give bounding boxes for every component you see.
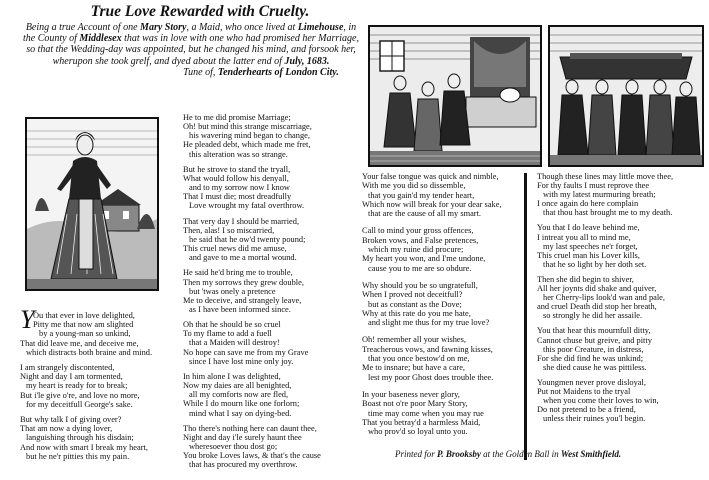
bedchamber-scene-woodcut xyxy=(368,25,542,167)
verse-line: which distracts both braine and mind. xyxy=(26,347,153,357)
verse-line: No hope can save me from my Grave xyxy=(183,347,309,357)
verse-line: When I proved not deceitfull? xyxy=(362,290,463,300)
verse-line: Boast not o're poor Mary Story, xyxy=(362,399,468,409)
verse-line: He said he'd bring me to trouble, xyxy=(183,268,293,278)
verse-line: Do not pretend to be a friend, xyxy=(537,405,636,415)
ballad-subtitle xyxy=(20,22,362,78)
verse-line: Love wrought my fatal overthrow. xyxy=(189,201,305,211)
verse-line: For she did find he was unkind; xyxy=(537,353,644,363)
verse-line: time may come when you may rue xyxy=(368,408,484,418)
verse-line: Youngmen never prove disloyal, xyxy=(537,377,646,387)
verse-stanza xyxy=(362,335,522,381)
verse-line: since I have lost mine only joy. xyxy=(189,356,294,366)
verse-line: You that I do leave behind me, xyxy=(537,223,640,233)
subtitle-date: July, 1683. xyxy=(284,55,330,67)
verse-line: But he strove to stand the tryall, xyxy=(183,164,291,174)
verse-line: Oh! remember all your wishes, xyxy=(362,335,466,345)
imprint-place: West Smithfield. xyxy=(560,449,622,459)
verse-line: He pleaded debt, which made me fret, xyxy=(183,140,311,150)
verse-line: Your false tongue was quick and nimble, xyxy=(362,172,499,181)
verse-line: as I have been informed since. xyxy=(189,304,291,314)
verse-line: wheresoever thou dost go; xyxy=(189,442,278,451)
column-divider xyxy=(524,173,527,460)
verse-stanza xyxy=(362,390,522,436)
verse-line: Then she did begin to shiver, xyxy=(537,274,634,284)
verse-line: Put not Maidens to the tryal xyxy=(537,386,631,396)
verse-line: For thy faults I must reprove thee xyxy=(537,181,650,191)
ballad-title: True Love Rewarded with Cruelty. xyxy=(90,3,310,20)
verse-line: with my latest murmuring breath; xyxy=(543,190,656,200)
verse-line: and cruel Death did stop her breath, xyxy=(537,302,657,312)
verse-stanza xyxy=(20,415,180,461)
verse-line: That you betray'd a harmless Maid, xyxy=(362,417,481,427)
subtitle-text: , in the County of xyxy=(22,22,357,45)
verse-line: that you gain'd my tender heart, xyxy=(368,190,475,200)
verse-line: This cruel news did me amuse, xyxy=(183,244,287,254)
verse-line: That I must die; most dreadfully xyxy=(183,192,292,202)
verse-column-1 xyxy=(20,305,180,467)
imprint-text: at the Golden Ball in xyxy=(480,449,561,459)
verse-line: and slight me thus for my true love? xyxy=(368,318,490,328)
verse-line: his wavering mind began to change, xyxy=(189,131,310,141)
verse-stanza xyxy=(183,113,358,159)
subtitle-text: that was in love with one who had promised her Marriage, so that the Wedding-day was appointed, but he changed his mind, and forsook her, wherupon she took grelf, and dyed about the latter end of xyxy=(26,33,359,67)
drop-cap: Y xyxy=(20,305,35,334)
verse-line: all my comforts now are fled, xyxy=(189,390,289,400)
verse-line: Which now will break for your dear sake, xyxy=(362,199,502,209)
verse-line: I once again do here complain xyxy=(537,199,639,209)
verse-line: What would follow his denyall, xyxy=(183,173,289,183)
subtitle-text: , a Maid, who once lived at xyxy=(186,22,298,33)
verse-line: Pitty me that now am slighted xyxy=(33,320,134,330)
verse-line: That did leave me, and deceive me, xyxy=(20,338,139,348)
verse-line: Cannot chuse but greive, and pitty xyxy=(537,335,652,345)
verse-line: mind what I say on dying-bed. xyxy=(189,408,292,418)
verse-line: This cruel man his Lover kills, xyxy=(537,250,640,260)
verse-line: this alteration was so strange. xyxy=(189,149,288,159)
woman-figure-woodcut xyxy=(25,117,159,291)
verse-line: Me to insnare; but have a care, xyxy=(362,363,466,373)
verse-line: Night and day I am tormented, xyxy=(20,372,123,382)
verse-line: While I do mourn like one forlorn; xyxy=(183,399,300,409)
verse-line: I am strangely discontented, xyxy=(20,363,115,373)
subtitle-name: Mary Story xyxy=(140,22,187,33)
verse-line: but he ne'r pitties this my pain. xyxy=(26,451,130,461)
verse-stanza xyxy=(537,172,705,217)
verse-line: by a young-man so unkind, xyxy=(39,329,131,339)
verse-line: That very day I should be married, xyxy=(183,216,300,226)
verse-line: Then my sorrows they grew double, xyxy=(183,277,304,287)
verse-line: that he so light by her doth set. xyxy=(543,259,647,269)
verse-line: In your baseness never glory, xyxy=(362,389,460,399)
verse-column-3 xyxy=(362,172,522,442)
verse-stanza xyxy=(537,275,705,320)
verse-column-2 xyxy=(183,113,358,475)
verse-stanza xyxy=(183,268,358,314)
imprint-printer: P. Brooksby xyxy=(437,449,481,459)
tune-label: Tune of, xyxy=(183,66,218,78)
verse-line: that you once bestow'd on me, xyxy=(368,354,470,364)
verse-line: Oh that he should be so cruel xyxy=(183,320,281,330)
verse-line: With me you did so dissemble, xyxy=(362,181,466,191)
verse-line: But i'le give o're, and love no more, xyxy=(20,390,140,400)
verse-line: Treacherous vows, and fawning kisses, xyxy=(362,344,493,354)
verse-line: that thou hast brought me to my death. xyxy=(543,208,673,218)
verse-line: You that hear this mournfull ditty, xyxy=(537,326,651,336)
funeral-procession-woodcut xyxy=(548,25,704,167)
verse-line: Oh! but mind this strange miscarriage, xyxy=(183,122,312,132)
verse-line: unless their ruines you'l begin. xyxy=(543,414,646,424)
verse-line: Tho there's nothing here can daunt thee, xyxy=(183,423,317,433)
verse-line: that a Maiden will destroy! xyxy=(189,338,280,348)
verse-line: That am now a dying lover, xyxy=(20,424,113,434)
verse-line: Though these lines may little move thee, xyxy=(537,172,674,181)
verse-stanza xyxy=(183,320,358,366)
verse-line: Why should you be so ungratefull, xyxy=(362,280,478,290)
verse-line: Then, alas! I so miscarried, xyxy=(183,225,275,235)
verse-line: Me to deceive, and strangely leave, xyxy=(183,295,302,305)
verse-line: for my deceitfull George's sake. xyxy=(26,399,133,409)
verse-line: My heart you won, and I'me undone, xyxy=(362,254,486,264)
verse-line: but as constant as the Dove; xyxy=(368,299,462,309)
verse-stanza xyxy=(537,326,705,371)
verse-stanza xyxy=(537,378,705,423)
verse-line: But why talk I of giving over? xyxy=(20,415,122,425)
verse-line: All her joynts did shake and quiver, xyxy=(537,284,657,294)
verse-line: my last speeches ne'r forget, xyxy=(543,241,638,251)
verse-stanza xyxy=(183,217,358,263)
verse-line: this poor Creature, in distress, xyxy=(543,344,644,354)
verse-line: who prov'd so loyal unto you. xyxy=(368,427,468,437)
verse-stanza xyxy=(183,165,358,211)
verse-line: He to me did promise Marriage; xyxy=(183,113,291,122)
verse-line: In him alone I was delighted, xyxy=(183,371,281,381)
subtitle-county: Middlesex xyxy=(79,33,122,45)
verse-line: Ou that ever in love delighted, xyxy=(33,311,135,320)
verse-stanza xyxy=(362,281,522,327)
verse-line: so strongly he did her assaile. xyxy=(543,311,643,321)
verse-stanza xyxy=(20,305,180,357)
verse-stanza xyxy=(362,226,522,272)
verse-line: cause you to me are so obdure. xyxy=(368,263,472,273)
verse-line: languishing through his disdain; xyxy=(26,433,134,443)
printer-imprint xyxy=(395,449,685,459)
verse-line: and to my sorrow now I know xyxy=(189,183,290,193)
tune-name: Tenderhearts of London City. xyxy=(217,66,339,78)
verse-line: that are the cause of all my smart. xyxy=(368,209,482,219)
verse-line: And now with smart I break my heart, xyxy=(20,442,148,452)
verse-line: but 'twas onely a pretence xyxy=(189,286,276,296)
verse-line: and gave to me a mortal wound. xyxy=(189,253,297,263)
verse-line: Night and day i'le surely haunt thee xyxy=(183,432,302,442)
verse-stanza xyxy=(362,172,522,218)
verse-line: Now my daies are all benighted, xyxy=(183,381,292,391)
verse-line: when you come their loves to win, xyxy=(543,396,659,406)
verse-line: Why at this rate do you me hate, xyxy=(362,308,471,318)
verse-stanza xyxy=(537,223,705,268)
verse-line: she died cause he was pittiless. xyxy=(543,362,647,372)
verse-line: Call to mind your gross offences, xyxy=(362,226,474,236)
subtitle-place: Limehouse xyxy=(297,22,344,33)
verse-line: You broke Loves laws, & that's the cause xyxy=(183,451,321,461)
verse-stanza xyxy=(20,363,180,409)
verse-line: lest my poor Ghost does trouble thee. xyxy=(368,372,494,382)
verse-line: that has procured my overthrow. xyxy=(189,460,298,470)
verse-line: I intreat you all to mind me, xyxy=(537,232,631,242)
verse-line: he said that he ow'd twenty pound; xyxy=(189,234,306,244)
verse-line: To my flame to add a fuell xyxy=(183,329,272,339)
verse-line: her Cherry-lips look'd wan and pale, xyxy=(543,293,665,303)
verse-line: which my ruine did procure; xyxy=(368,245,464,255)
subtitle-text: Being a true Account of one xyxy=(25,22,141,33)
verse-stanza xyxy=(183,424,358,470)
verse-stanza xyxy=(183,372,358,418)
verse-line: my heart is ready for to break; xyxy=(26,381,128,391)
verse-line: Broken vows, and False pretences, xyxy=(362,235,479,245)
verse-column-4 xyxy=(537,172,705,429)
imprint-text: Printed for xyxy=(395,449,437,459)
